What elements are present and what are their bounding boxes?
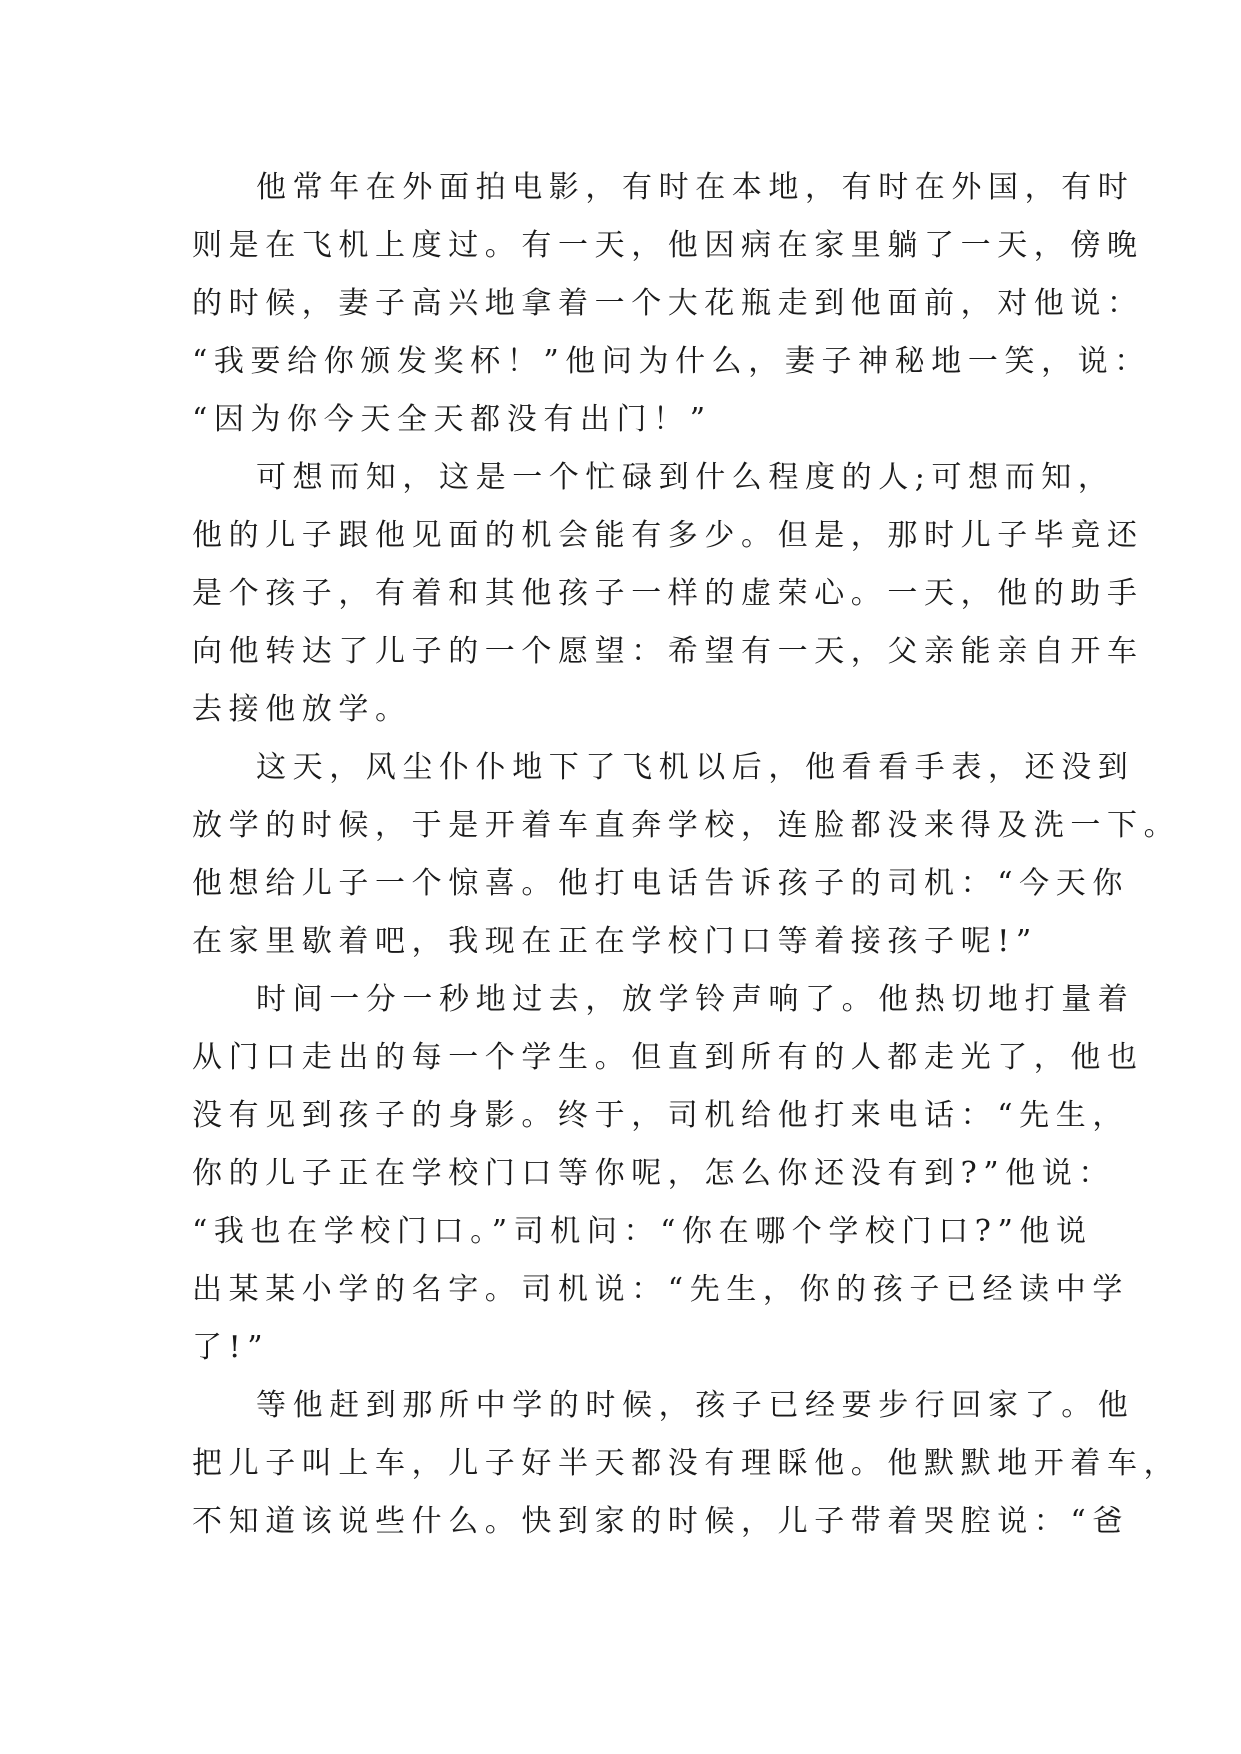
paragraph-1-line-2: 则是在飞机上度过。有一天，他因病在家里躺了一天，傍晚	[192, 228, 1144, 263]
paragraph-1-line-3: 的时候，妻子高兴地拿着一个大花瓶走到他面前，对他说：	[192, 286, 1144, 321]
paragraph-5-line-1: 等他赶到那所中学的时候，孩子已经要步行回家了。他	[256, 1388, 1135, 1423]
paragraph-3-line-3: 他想给儿子一个惊喜。他打电话告诉孩子的司机：“今天你	[192, 866, 1129, 901]
paragraph-4-line-7: 了!”	[192, 1330, 270, 1365]
paragraph-5-line-3: 不知道该说些什么。快到家的时候，儿子带着哭腔说：“爸	[192, 1504, 1129, 1539]
paragraph-1-line-1: 他常年在外面拍电影，有时在本地，有时在外国，有时	[256, 170, 1135, 205]
paragraph-2-line-1: 可想而知，这是一个忙碌到什么程度的人;可想而知，	[256, 460, 1115, 495]
paragraph-1-line-4: “我要给你颁发奖杯！”他问为什么，妻子神秘地一笑，说：	[192, 344, 1151, 379]
paragraph-2-line-5: 去接他放学。	[192, 692, 412, 727]
paragraph-3-line-2: 放学的时候，于是开着车直奔学校，连脸都没来得及洗一下。	[192, 808, 1181, 843]
paragraph-2-line-3: 是个孩子，有着和其他孩子一样的虚荣心。一天，他的助手	[192, 576, 1144, 611]
paragraph-4-line-3: 没有见到孩子的身影。终于，司机给他打来电话：“先生，	[192, 1098, 1129, 1133]
paragraph-4-line-1: 时间一分一秒地过去，放学铃声响了。他热切地打量着	[256, 982, 1135, 1017]
paragraph-2-line-2: 他的儿子跟他见面的机会能有多少。但是，那时儿子毕竟还	[192, 518, 1144, 553]
paragraph-4-line-6: 出某某小学的名字。司机说：“先生，你的孩子已经读中学	[192, 1272, 1129, 1307]
paragraph-1-line-5: “因为你今天全天都没有出门！”	[192, 402, 712, 437]
paragraph-3-line-1: 这天，风尘仆仆地下了飞机以后，他看看手表，还没到	[256, 750, 1135, 785]
paragraph-2-line-4: 向他转达了儿子的一个愿望：希望有一天，父亲能亲自开车	[192, 634, 1144, 669]
paragraph-4-line-5: “我也在学校门口。”司机问：“你在哪个学校门口?”他说	[192, 1214, 1093, 1249]
paragraph-4-line-2: 从门口走出的每一个学生。但直到所有的人都走光了，他也	[192, 1040, 1144, 1075]
paragraph-5-line-2: 把儿子叫上车，儿子好半天都没有理睬他。他默默地开着车，	[192, 1446, 1181, 1481]
paragraph-4-line-4: 你的儿子正在学校门口等你呢，怎么你还没有到?”他说：	[192, 1156, 1116, 1191]
paragraph-3-line-4: 在家里歇着吧，我现在正在学校门口等着接孩子呢!”	[192, 924, 1038, 959]
